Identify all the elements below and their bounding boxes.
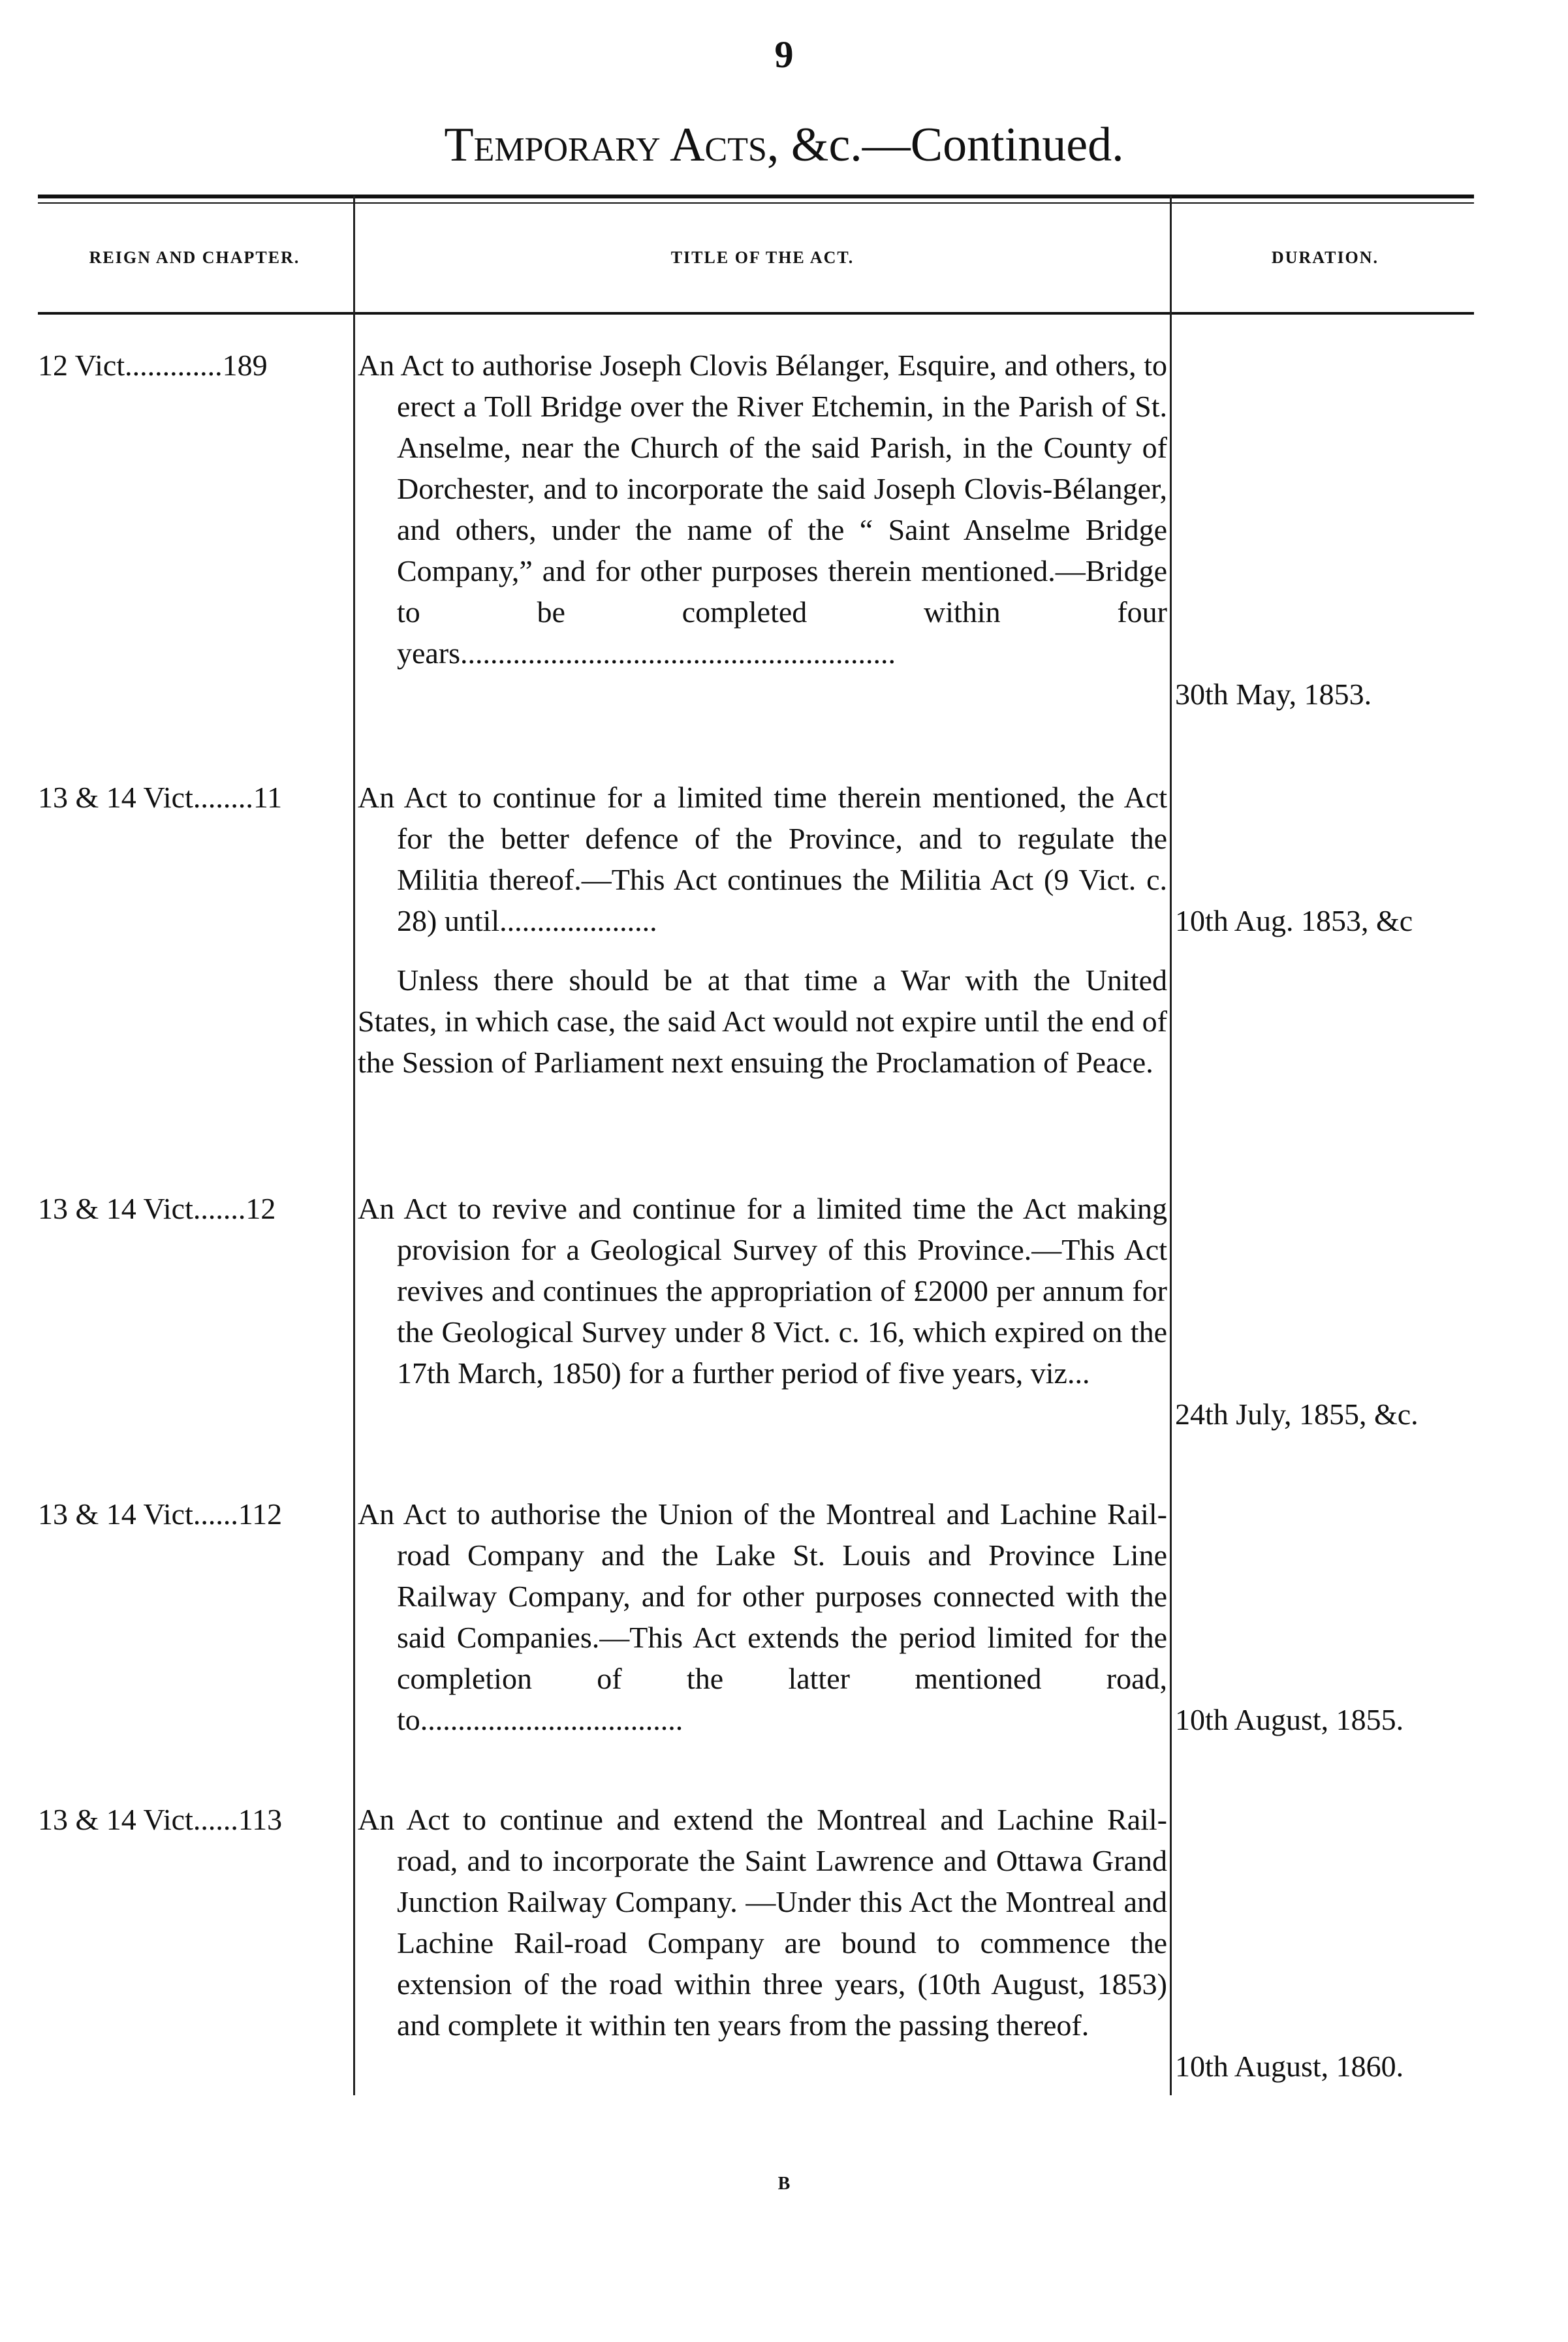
entry-title-text: An Act to continue and extend the Montreal and Lachine Rail-road, and to incorporate the Saint Lawrence and Ottawa Grand Junction Railway Company. —Under this Act the Montreal and Lachine Rail-road Company are bound to commence the extension of the road within three years, (10th August, 1853) and complete it within ten years from the passing thereof. [358,1803,1167,2042]
header-rule-thin [38,202,1474,204]
entry-title [358,1799,1167,2046]
entry-reign: 13 & 14 Vict......112 [38,1497,283,1531]
column-header-rule [38,312,1474,315]
signature-mark: B [777,2174,791,2194]
entry-title-text: An Act to authorise Joseph Clovis Bélanger, Esquire, and others, to erect a Toll Bridge over the River Etchemin, in the Parish of St. Anselme, near the Church of the said Parish, in the County of Dorchester, and to incorporate the said Joseph Clovis-Bélanger, and others, under the name of the “ Saint Anselme Bridge Company,” and for other purposes therein mentioned.—Bridge to be completed within four years.......................................................... [358,349,1167,670]
entry-title [358,777,1167,1083]
entry-title [358,1188,1167,1394]
entry-title [358,345,1167,674]
column-header-title: TITLE OF THE ACT. [670,248,855,267]
page-number: 9 [774,33,794,76]
column-divider-right [1170,196,1172,2095]
entry-duration: 10th Aug. 1853, &c [1175,904,1413,937]
header-rule-thick [38,195,1474,198]
entry-reign: 12 Vict.............189 [38,349,268,382]
entry-reign: 13 & 14 Vict.......12 [38,1192,276,1225]
entry-title-text: An Act to continue for a limited time therein mentioned, the Act for the better defence of the Province, and to regulate the Militia thereof.—This Act continues the Militia Act (9 Vict. c. 28) until..................... [358,781,1167,937]
entry-title [358,1493,1167,1740]
entry-duration: 10th August, 1855. [1175,1703,1404,1736]
entry-duration: 10th August, 1860. [1175,2050,1404,2083]
entry-title-text: An Act to revive and continue for a limited time the Act making provision for a Geological Survey of this Province.—This Act revives and continues the appropriation of £2000 per annum for the Geological Survey under 8 Vict. c. 16, which expired on the 17th March, 1850) for a further period of five years, viz... [358,1192,1167,1390]
page-title-continued: &c.—Continued. [779,118,1124,172]
page-title-main: Temporary Acts, [444,118,779,172]
entry-reign: 13 & 14 Vict......113 [38,1803,283,1836]
entry-reign: 13 & 14 Vict........11 [38,781,283,814]
column-divider-left [353,196,355,2095]
entry-duration: 24th July, 1855, &c. [1175,1397,1419,1431]
entry-note-text: Unless there should be at that time a War with the United States, in which case, the said Act would not expire until the end of the Session of Parliament next ensuing the Proclamation of Peace. [358,963,1167,1079]
page-title [0,117,1568,173]
column-header-reign: REIGN AND CHAPTER. [89,248,300,267]
column-header-duration: DURATION. [1271,248,1379,267]
entry-title-text: An Act to authorise the Union of the Montreal and Lachine Rail-road Company and the Lake St. Louis and Province Line Railway Company, and for other purposes connected with the said Companies.—This Act extends the period limited for the completion of the latter mentioned road, to................................... [358,1497,1167,1736]
entry-duration: 30th May, 1853. [1175,678,1372,711]
